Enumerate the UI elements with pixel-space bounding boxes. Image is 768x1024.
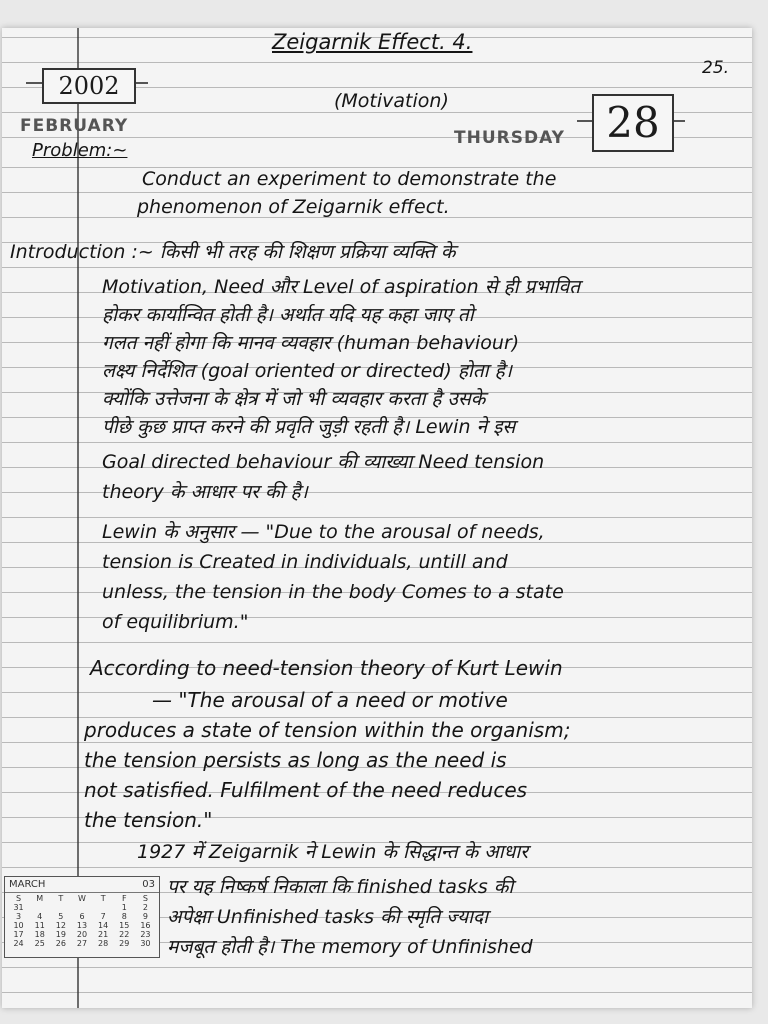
calendar-date: 29 (119, 939, 130, 948)
note-line: produces a state of tension within the organism; (84, 718, 571, 742)
note-line: — "The arousal of a need or motive (152, 688, 508, 712)
mini-calendar-header (5, 877, 159, 893)
calendar-date: 20 (76, 930, 88, 939)
weekday-label: W (78, 894, 86, 903)
calendar-date: 2 (142, 903, 148, 912)
note-line: अपेक्षा Unfinished tasks की स्मृति ज्यादा (167, 906, 489, 928)
note-line: मजबूत होती है। The memory of Unfinished (167, 936, 533, 958)
note-line: पीछे कुछ प्राप्त करने की प्रवृति जुड़ी रहती है। Lewin ने इस (102, 416, 516, 438)
calendar-date: 12 (55, 921, 66, 930)
calendar-date (29, 903, 50, 912)
note-line: Introduction :~ किसी भी तरह की शिक्षण प्रक्रिया व्यक्ति के (10, 241, 456, 263)
calendar-date: 17 (13, 930, 24, 939)
calendar-date: 24 (13, 939, 24, 948)
diary-year: 2002 (42, 68, 136, 104)
note-line: 1927 में Zeigarnik ने Lewin के सिद्धान्त के आधार (137, 841, 529, 863)
note-line: of equilibrium." (102, 611, 249, 633)
page-number: 25. (702, 58, 730, 78)
calendar-date: 13 (76, 921, 88, 930)
note-line: unless, the tension in the body Comes to a state (102, 581, 564, 603)
calendar-date: 21 (98, 930, 109, 939)
calendar-date: 8 (121, 912, 127, 921)
note-subtitle: (Motivation) (334, 90, 449, 112)
diary-weekday: THURSDAY (454, 128, 565, 148)
calendar-date: 26 (55, 939, 66, 948)
note-line: पर यह निष्कर्ष निकाला कि finished tasks की (167, 876, 514, 898)
calendar-date: 30 (140, 939, 151, 948)
calendar-date: 1 (121, 903, 127, 912)
note-line: Motivation, Need और Level of aspiration से ही प्रभावित (102, 276, 581, 298)
calendar-date: 27 (76, 939, 88, 948)
note-line: Conduct an experiment to demonstrate the (142, 168, 557, 190)
note-line: theory के आधार पर की है। (102, 481, 308, 503)
note-line: क्योंकि उत्तेजना के क्षेत्र में जो भी व्यवहार करता है उसके (102, 388, 486, 410)
calendar-date: 10 (13, 921, 24, 930)
note-line: tension is Created in individuals, untill and (102, 551, 508, 573)
weekday-label: F (121, 894, 127, 903)
mini-calendar-month: MARCH (9, 879, 46, 890)
note-line: phenomenon of Zeigarnik effect. (137, 196, 450, 218)
calendar-date: 14 (98, 921, 109, 930)
weekday-label: S (142, 894, 148, 903)
problem-heading: Problem:~ (32, 140, 128, 161)
calendar-date: 9 (142, 912, 148, 921)
calendar-date (93, 903, 114, 912)
mini-calendar-grid (5, 893, 159, 949)
note-line: लक्ष्य निर्देशित (goal oriented or directed) होता है। (102, 360, 512, 382)
note-line: not satisfied. Fulfilment of the need reduces (84, 778, 528, 802)
diary-page (2, 28, 752, 1008)
calendar-date (71, 903, 92, 912)
diary-month: FEBRUARY (20, 116, 129, 136)
calendar-date: 16 (140, 921, 151, 930)
weekday-label: T (58, 894, 64, 903)
calendar-date: 15 (119, 921, 130, 930)
calendar-date: 6 (79, 912, 85, 921)
calendar-date: 28 (98, 939, 109, 948)
weekday-label: M (36, 894, 44, 903)
note-line: होकर कार्यान्वित होती है। अर्थात यदि यह कहा जाए तो (102, 304, 474, 326)
calendar-date: 4 (37, 912, 43, 921)
note-line: Lewin के अनुसार — "Due to the arousal of needs, (102, 521, 545, 543)
note-line: गलत नहीं होगा कि मानव व्यवहार (human behaviour) (102, 332, 520, 354)
mini-calendar (4, 876, 160, 958)
calendar-date: 22 (119, 930, 130, 939)
calendar-date: 23 (140, 930, 151, 939)
weekday-label: S (16, 894, 22, 903)
calendar-date: 31 (13, 903, 24, 912)
note-title: Zeigarnik Effect. 4. (272, 30, 473, 54)
mini-calendar-number: 03 (142, 879, 155, 890)
diary-day: 28 (592, 94, 674, 152)
calendar-date: 25 (34, 939, 45, 948)
note-line: the tension persists as long as the need is (84, 748, 507, 772)
note-line: Goal directed behaviour की व्याख्या Need tension (102, 451, 545, 473)
note-line: According to need-tension theory of Kurt Lewin (90, 656, 563, 680)
calendar-date: 5 (58, 912, 64, 921)
margin-line (77, 28, 79, 1008)
calendar-date: 18 (34, 930, 45, 939)
calendar-date: 3 (16, 912, 22, 921)
calendar-date (50, 903, 71, 912)
calendar-date: 11 (34, 921, 45, 930)
note-line: the tension." (84, 808, 213, 832)
calendar-date: 19 (55, 930, 66, 939)
calendar-date: 7 (100, 912, 106, 921)
weekday-label: T (100, 894, 106, 903)
